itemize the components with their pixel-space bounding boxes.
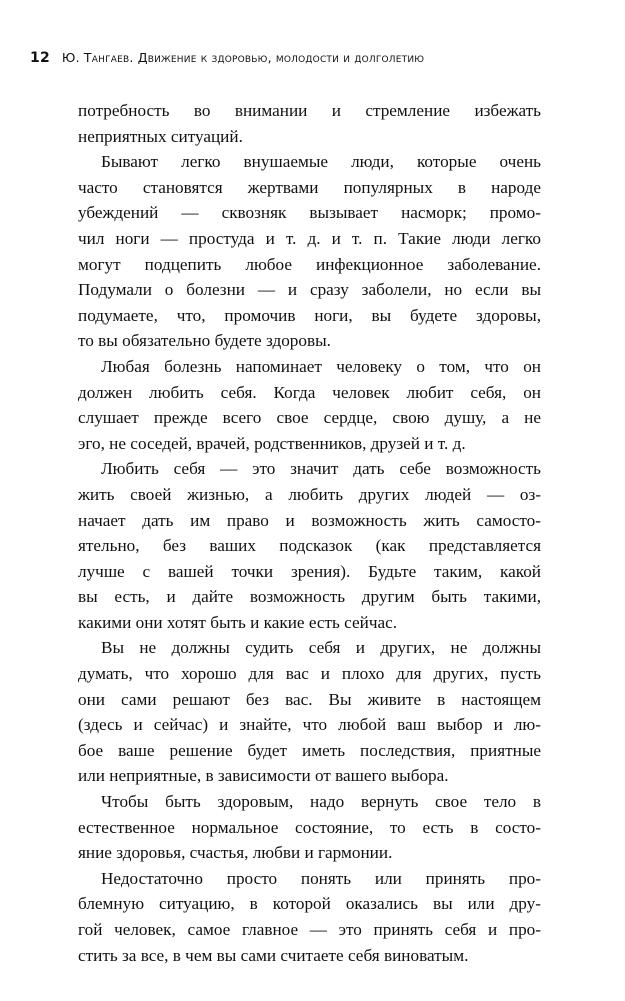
text-line: должен любить себя. Когда человек любит себя, он [78,382,541,402]
text-line: Недостаточно просто понять или принять про- [101,868,541,888]
page-number: 12 [30,50,50,66]
text-line: яние здоровья, счастья, любви и гармонии. [78,843,393,863]
text-line: слушает прежде всего свое сердце, свою душу, а не [78,408,541,428]
text-line: думать, что хорошо для вас и плохо для других, пусть [78,664,541,684]
paragraph [78,866,541,968]
text-line: блемную ситуацию, в которой оказались вы или дру- [78,894,541,914]
text-line: бое ваше решение будет иметь последствия, приятные [78,740,541,760]
paragraph [78,354,541,456]
text-line: Чтобы быть здоровым, надо вернуть свое тело в [101,792,541,812]
text-line: начает дать им право и возможность жить самосто- [78,510,541,530]
paragraph [78,635,541,789]
text-line: ятельно, без ваших подсказок (как представляется [78,536,541,556]
text-line: Любая болезнь напоминает человеку о том, что он [101,356,541,376]
paragraph [78,149,541,354]
text-line: Бывают легко внушаемые люди, которые очень [101,152,541,172]
text-line: часто становятся жертвами популярных в народе [78,177,541,197]
text-line: вы есть, и дайте возможность другим быть такими, [78,587,541,607]
paragraph [78,456,541,635]
text-line: Любить себя — это значит дать себе возможность [101,459,541,479]
text-line: Подумали о болезни — и сразу заболели, но если вы [78,280,541,300]
text-line: неприятных ситуаций. [78,126,243,146]
paragraph [78,98,541,149]
text-line: эго, не соседей, врачей, родственников, друзей и т. д. [78,433,466,453]
text-line: гой человек, самое главное — это принять себя и про- [78,920,541,939]
text-line: они сами решают без вас. Вы живите в настоящем [78,689,541,709]
text-line: естественное нормальное состояние, то есть в состо- [78,817,541,837]
text-line: стить за все, в чем вы сами считаете себя виноватым. [78,945,469,965]
text-line: могут подцепить любое инфекционное заболевание. [78,254,541,274]
text-line: (здесь и сейчас) и знайте, что любой ваш выбор и лю- [78,715,541,735]
text-line: то вы обязательно будете здоровы. [78,331,331,351]
paragraph [78,789,541,866]
text-line: потребность во внимании и стремление избежать [78,101,541,120]
running-header [30,50,590,66]
body-text [78,98,541,968]
text-line: жить своей жизнью, а любить других людей — оз- [78,484,541,504]
text-line: или неприятные, в зависимости от вашего выбора. [78,766,449,786]
text-line: подумаете, что, промочив ноги, вы будете здоровы, [78,305,541,325]
text-line: Вы не должны судить себя и других, не должны [101,638,541,658]
text-line: убеждений — сквозняк вызывает насморк; промо- [78,203,541,223]
text-line: чил ноги — простуда и т. д. и т. п. Такие люди легко [78,228,541,248]
text-line: какими они хотят быть и какие есть сейчас. [78,612,398,632]
text-line: лучше с вашей точки зрения). Будьте таким, какой [78,561,541,581]
running-title: Ю. Тангаев. Движение к здоровью, молодости и долголетию [61,50,425,65]
